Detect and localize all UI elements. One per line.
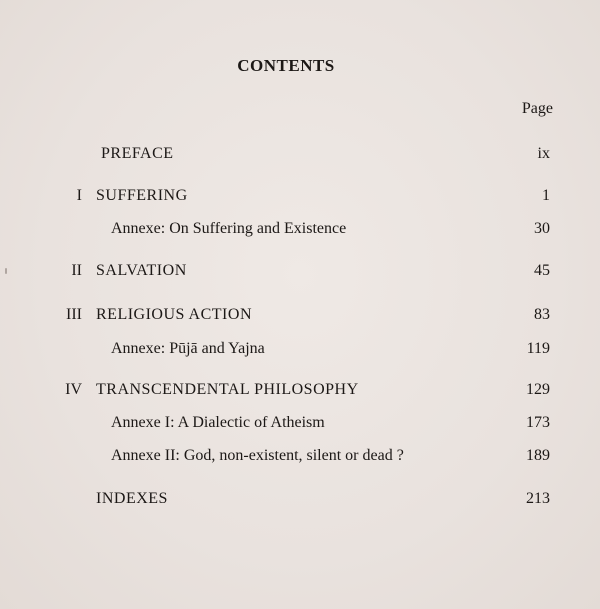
toc-entry-page: 173 (526, 414, 550, 431)
toc-entry-annexe (0, 340, 600, 362)
toc-entry-chapter (0, 306, 600, 328)
toc-entry-annexe (0, 414, 600, 436)
toc-entry-page: 129 (526, 381, 550, 398)
toc-entry-page: 83 (534, 306, 550, 323)
toc-entry-title: Annexe: On Suffering and Existence (111, 220, 347, 237)
toc-entry-number: III (66, 306, 82, 323)
toc-entry-title: TRANSCENDENTAL PHILOSOPHY (96, 381, 359, 398)
contents-heading: CONTENTS (237, 56, 335, 75)
toc-entry-chapter (0, 187, 600, 209)
toc-entry-title: PREFACE (101, 145, 174, 162)
toc-entry-title: Annexe: Pūjā and Yajna (111, 340, 265, 357)
toc-entry-title: Annexe I: A Dialectic of Atheism (111, 414, 325, 431)
toc-entry-page: 189 (526, 447, 550, 464)
toc-entry-page: 213 (526, 490, 550, 507)
toc-entry-title: SALVATION (96, 262, 187, 279)
toc-entry-annexe (0, 447, 600, 469)
page-column-header: Page (521, 100, 553, 117)
toc-entry-chapter (0, 381, 600, 403)
toc-entry-number: I (76, 187, 82, 204)
toc-entry-page: ix (537, 145, 550, 162)
toc-entry-number: II (71, 262, 82, 279)
toc-entry-title: RELIGIOUS ACTION (96, 306, 252, 323)
toc-entry-title: Annexe II: God, non-existent, silent or dead ? (111, 447, 404, 464)
toc-entry-page: 1 (542, 187, 550, 204)
toc-entry-page: 30 (534, 220, 550, 237)
toc-entry-annexe (0, 220, 600, 242)
toc-entry-page: 45 (534, 262, 550, 279)
toc-entry-chapter (0, 262, 600, 284)
toc-entry-title: INDEXES (96, 490, 168, 507)
toc-entry-number: IV (65, 381, 82, 398)
toc-entry-preface (0, 145, 600, 167)
toc-entry-indexes (0, 490, 600, 512)
toc-entry-page: 119 (526, 340, 550, 357)
toc-entry-title: SUFFERING (96, 187, 188, 204)
